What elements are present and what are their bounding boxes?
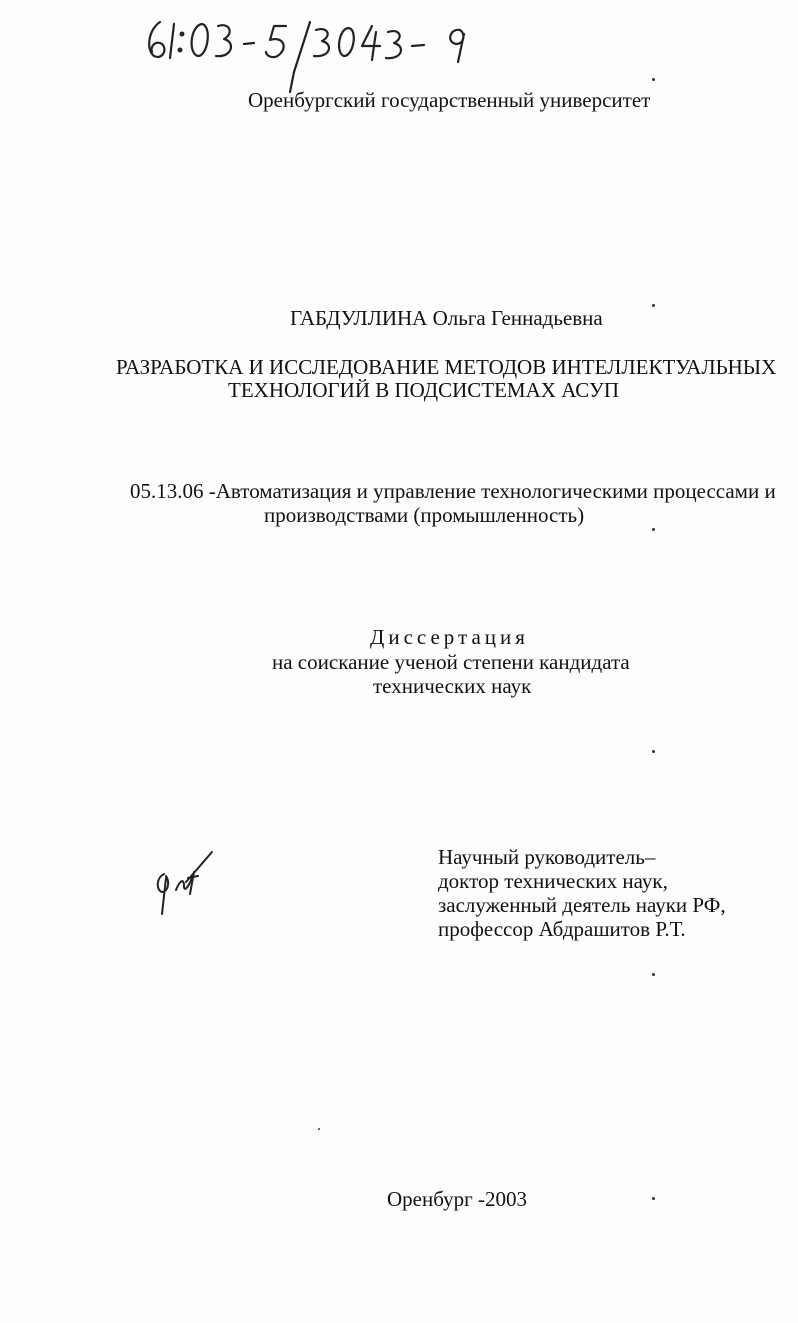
signature-mark [150,848,220,918]
title-line-2: ТЕХНОЛОГИЙ В ПОДСИСТЕМАХ АСУП [228,378,620,402]
advisor-line-4: профессор Абдрашитов Р.Т. [438,917,686,941]
advisor-line-3: заслуженный деятель науки РФ, [438,893,726,917]
scan-speck [652,750,655,753]
advisor-line-2: доктор технических наук, [438,869,668,893]
title-line-1: РАЗРАБОТКА И ИССЛЕДОВАНИЕ МЕТОДОВ ИНТЕЛЛЕКТУАЛЬНЫХ [116,355,777,379]
specialty-line-1: 05.13.06 -Автоматизация и управление технологическими процессами и [130,479,776,503]
scan-speck [652,1197,655,1200]
degree-heading: Диссертация [370,625,529,649]
advisor-line-1: Научный руководитель– [438,845,656,869]
city-year: Оренбург -2003 [387,1187,527,1211]
university-name: Оренбургский государственный университет [248,88,651,112]
scan-speck [318,1128,320,1130]
scan-speck [652,78,655,81]
author-name: ГАБДУЛЛИНА Ольга Геннадьевна [290,306,603,330]
scan-speck [652,528,655,531]
scan-speck [652,304,655,307]
specialty-line-2: производствами (промышленность) [264,503,585,527]
degree-line-1: на соискание ученой степени кандидата [272,650,630,674]
scan-speck [652,973,655,976]
degree-line-2: технических наук [373,674,532,698]
